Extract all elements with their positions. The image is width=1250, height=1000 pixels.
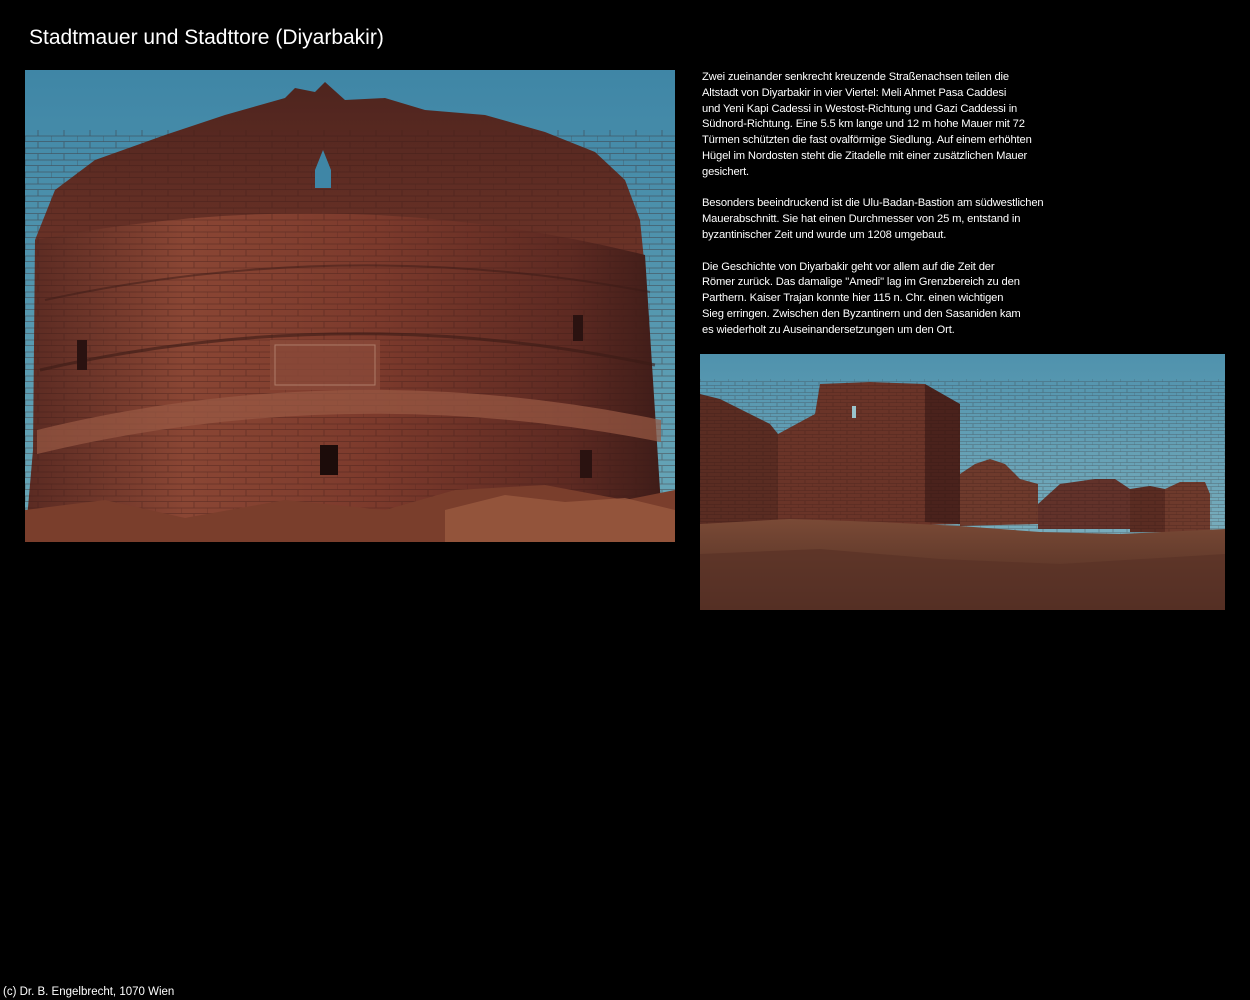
bastion-tower-image — [25, 70, 675, 542]
description-paragraph-3: Die Geschichte von Diyarbakir geht vor allem auf die Zeit der Römer zurück. Das damalige "Amedi" lag im Grenzbereich zu den Parthern. Kaiser Trajan konnte hier 115 n. Chr. einen wichtigen Sieg erringen. Zwischen den Byzantinern und den Sasaniden kam es wiederholt zu Auseinandersetzungen um den Ort. — [702, 260, 1021, 336]
city-wall-image — [700, 354, 1225, 610]
description-paragraph-1: Zwei zueinander senkrecht kreuzende Straßenachsen teilen die Altstadt von Diyarbakir in vier Viertel: Meli Ahmet Pasa Caddesi und Yeni Kapi Cadessi in Westost-Richtung und Gazi Caddessi in Südnord-Richtung. Eine 5.5 km lange und 12 m hohe Mauer mit 72 Türmen schützten die fast ovalförmige Siedlung. Auf einem erhöhten Hügel im Nordosten steht die Zitadelle mit einer zusätzlichen Mauer gesichert. — [702, 71, 1032, 178]
page-title: Stadtmauer und Stadttore (Diyarbakir) — [29, 26, 384, 49]
copyright-notice: (c) Dr. B. Engelbrecht, 1070 Wien — [3, 986, 175, 998]
photo-bastion-tower[interactable] — [25, 70, 675, 542]
description-text — [702, 70, 1092, 339]
description-paragraph-2: Besonders beeindruckend ist die Ulu-Badan-Bastion am südwestlichen Mauerabschnitt. Sie hat einen Durchmesser von 25 m, entstand in byzantinischer Zeit und wurde um 1208 umgebaut. — [702, 197, 1044, 241]
photo-city-wall[interactable] — [700, 354, 1225, 610]
